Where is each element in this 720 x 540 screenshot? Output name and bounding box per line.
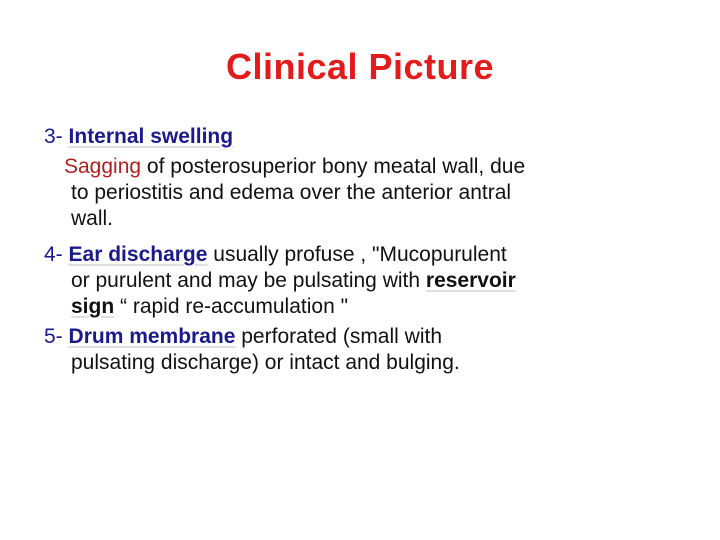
item-4-line-2-text: “ rapid re-accumulation " [114,295,349,318]
item-4-number: 4- [44,243,63,266]
item-4-heading-line [44,242,704,268]
item-3-line-2-text: to periostitis and edema over the anterior antral [71,181,512,204]
item-3-line-1 [44,154,704,180]
item-4-line-1 [44,268,704,294]
item-4-emphasis-sign: sign [71,295,115,318]
item-3-number: 3- [44,125,63,148]
item-5-heading-trail: perforated (small with [235,325,442,348]
item-4-line-2 [44,294,704,320]
item-4-heading: Ear discharge [68,243,208,266]
item-4-heading-trail: usually profuse , "Mucopurulent [207,243,507,266]
slide-body [44,124,704,376]
item-5-line-1 [44,350,704,376]
item-3-line-3-text: wall. [71,207,114,230]
slide-title: Clinical Picture [225,46,495,87]
item-5-heading: Drum membrane [68,325,236,348]
item-3-highlight: Sagging [64,155,142,178]
item-3-line-3 [44,206,704,232]
item-3-heading-line [44,124,704,150]
item-3-heading: Internal swelling [68,125,234,148]
item-3-line-1-text: of posterosuperior bony meatal wall, due [141,155,526,178]
item-5-line-1-text: pulsating discharge) or intact and bulging. [71,351,460,374]
item-4-emphasis-reservoir: reservoir [425,269,516,292]
item-4-line-1-text: or purulent and may be pulsating with [71,269,426,292]
item-3-line-2 [44,180,704,206]
item-5-heading-line [44,324,704,350]
item-5-number: 5- [44,325,63,348]
